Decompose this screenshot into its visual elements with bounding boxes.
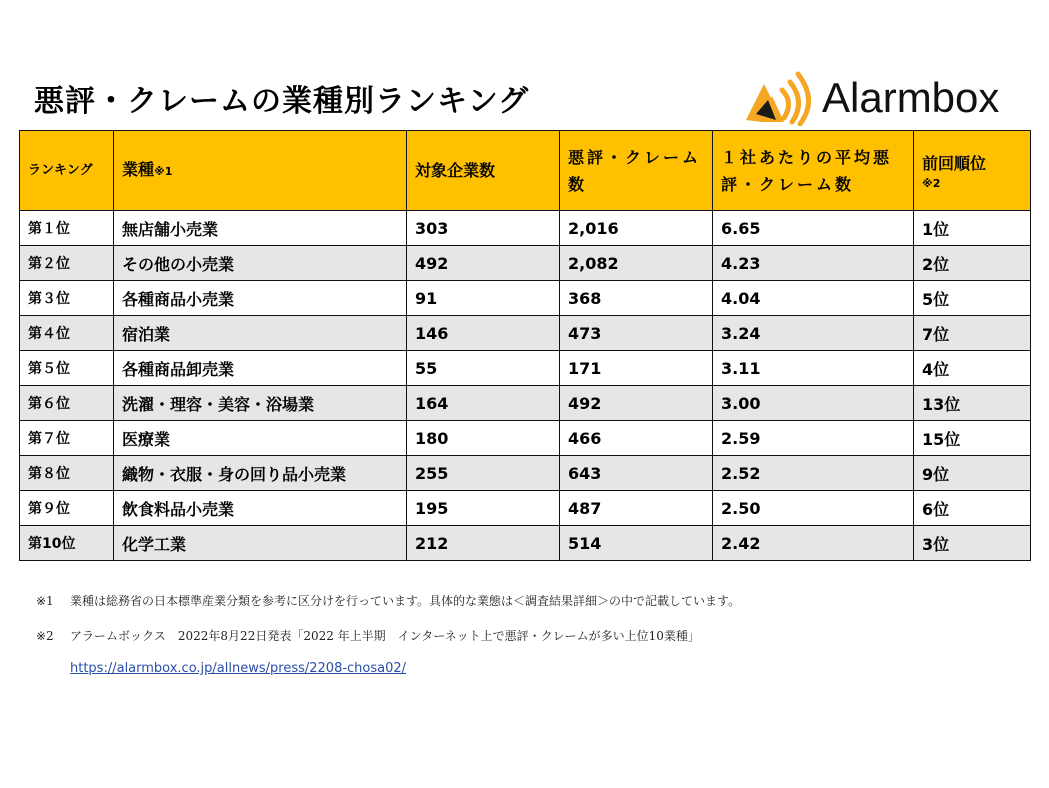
complaints-cell: 643 [560,456,713,491]
rank-cell: 第８位 [20,456,114,491]
rank-cell: 第２位 [20,246,114,281]
table-row [20,316,1031,351]
table-row [20,526,1031,561]
average-cell: 3.00 [713,386,914,421]
companies-cell: 492 [407,246,560,281]
table-row [20,281,1031,316]
rank-cell: 第１位 [20,211,114,246]
previous-rank-cell: 2位 [914,246,1031,281]
companies-cell: 195 [407,491,560,526]
header-rank: ランキング [20,131,114,211]
table-row [20,491,1031,526]
industry-cell: 化学工業 [114,526,407,561]
complaints-cell: 487 [560,491,713,526]
industry-cell: 各種商品小売業 [114,281,407,316]
rank-cell: 第６位 [20,386,114,421]
average-cell: 4.23 [713,246,914,281]
companies-cell: 55 [407,351,560,386]
previous-rank-cell: 4位 [914,351,1031,386]
complaints-cell: 368 [560,281,713,316]
companies-cell: 164 [407,386,560,421]
table-row [20,456,1031,491]
footnote-2: ※2 アラームボックス 2022年8月22日発表「2022 年上半期 インターネット上で悪評・クレームが多い上位10業種」 [36,629,700,643]
complaints-cell: 171 [560,351,713,386]
header-companies: 対象企業数 [407,131,560,211]
industry-cell: 医療業 [114,421,407,456]
complaints-cell: 2,016 [560,211,713,246]
rank-cell: 第10位 [20,526,114,561]
companies-cell: 303 [407,211,560,246]
table-row [20,211,1031,246]
table-row [20,246,1031,281]
complaints-cell: 473 [560,316,713,351]
page-title: 悪評・クレームの業種別ランキング [34,84,530,119]
header-industry: 業種※1 [114,131,407,211]
industry-cell: その他の小売業 [114,246,407,281]
table-row [20,351,1031,386]
industry-cell: 洗濯・理容・美容・浴場業 [114,386,407,421]
footnote-1: ※1 業種は総務省の日本標準産業分類を参考に区分けを行っています。具体的な業態は＜調査結果詳細＞の中で記載しています。 [36,594,741,608]
complaints-cell: 492 [560,386,713,421]
industry-cell: 飲食料品小売業 [114,491,407,526]
header-average: １社あたりの平均悪評・クレーム数 [713,131,914,211]
table-row [20,386,1031,421]
previous-rank-cell: 7位 [914,316,1031,351]
companies-cell: 91 [407,281,560,316]
average-cell: 3.24 [713,316,914,351]
previous-rank-cell: 13位 [914,386,1031,421]
industry-cell: 各種商品卸売業 [114,351,407,386]
previous-rank-cell: 9位 [914,456,1031,491]
logo-wordmark: Alarmbox [822,74,1000,121]
previous-rank-cell: 15位 [914,421,1031,456]
header-previous-note: ※2 [922,177,941,190]
rank-cell: 第９位 [20,491,114,526]
table-header-row [20,131,1031,211]
average-cell: 2.59 [713,421,914,456]
average-cell: 2.50 [713,491,914,526]
previous-rank-cell: 6位 [914,491,1031,526]
rank-cell: 第３位 [20,281,114,316]
alarm-signal-icon [742,70,820,126]
average-cell: 3.11 [713,351,914,386]
rank-cell: 第４位 [20,316,114,351]
companies-cell: 146 [407,316,560,351]
companies-cell: 180 [407,421,560,456]
header-previous: 前回順位 ※2 [914,131,1031,211]
source-link[interactable]: https://alarmbox.co.jp/allnews/press/2208-chosa02/ [70,661,407,676]
ranking-table [19,130,1031,561]
header-industry-note: ※1 [154,165,173,178]
industry-cell: 宿泊業 [114,316,407,351]
average-cell: 2.52 [713,456,914,491]
previous-rank-cell: 3位 [914,526,1031,561]
previous-rank-cell: 1位 [914,211,1031,246]
industry-cell: 織物・衣服・身の回り品小売業 [114,456,407,491]
previous-rank-cell: 5位 [914,281,1031,316]
industry-cell: 無店舗小売業 [114,211,407,246]
average-cell: 4.04 [713,281,914,316]
companies-cell: 255 [407,456,560,491]
alarmbox-logo [742,70,1032,126]
complaints-cell: 514 [560,526,713,561]
rank-cell: 第５位 [20,351,114,386]
header-complaints: 悪評・クレーム数 [560,131,713,211]
average-cell: 2.42 [713,526,914,561]
rank-cell: 第７位 [20,421,114,456]
complaints-cell: 2,082 [560,246,713,281]
companies-cell: 212 [407,526,560,561]
average-cell: 6.65 [713,211,914,246]
complaints-cell: 466 [560,421,713,456]
table-row [20,421,1031,456]
